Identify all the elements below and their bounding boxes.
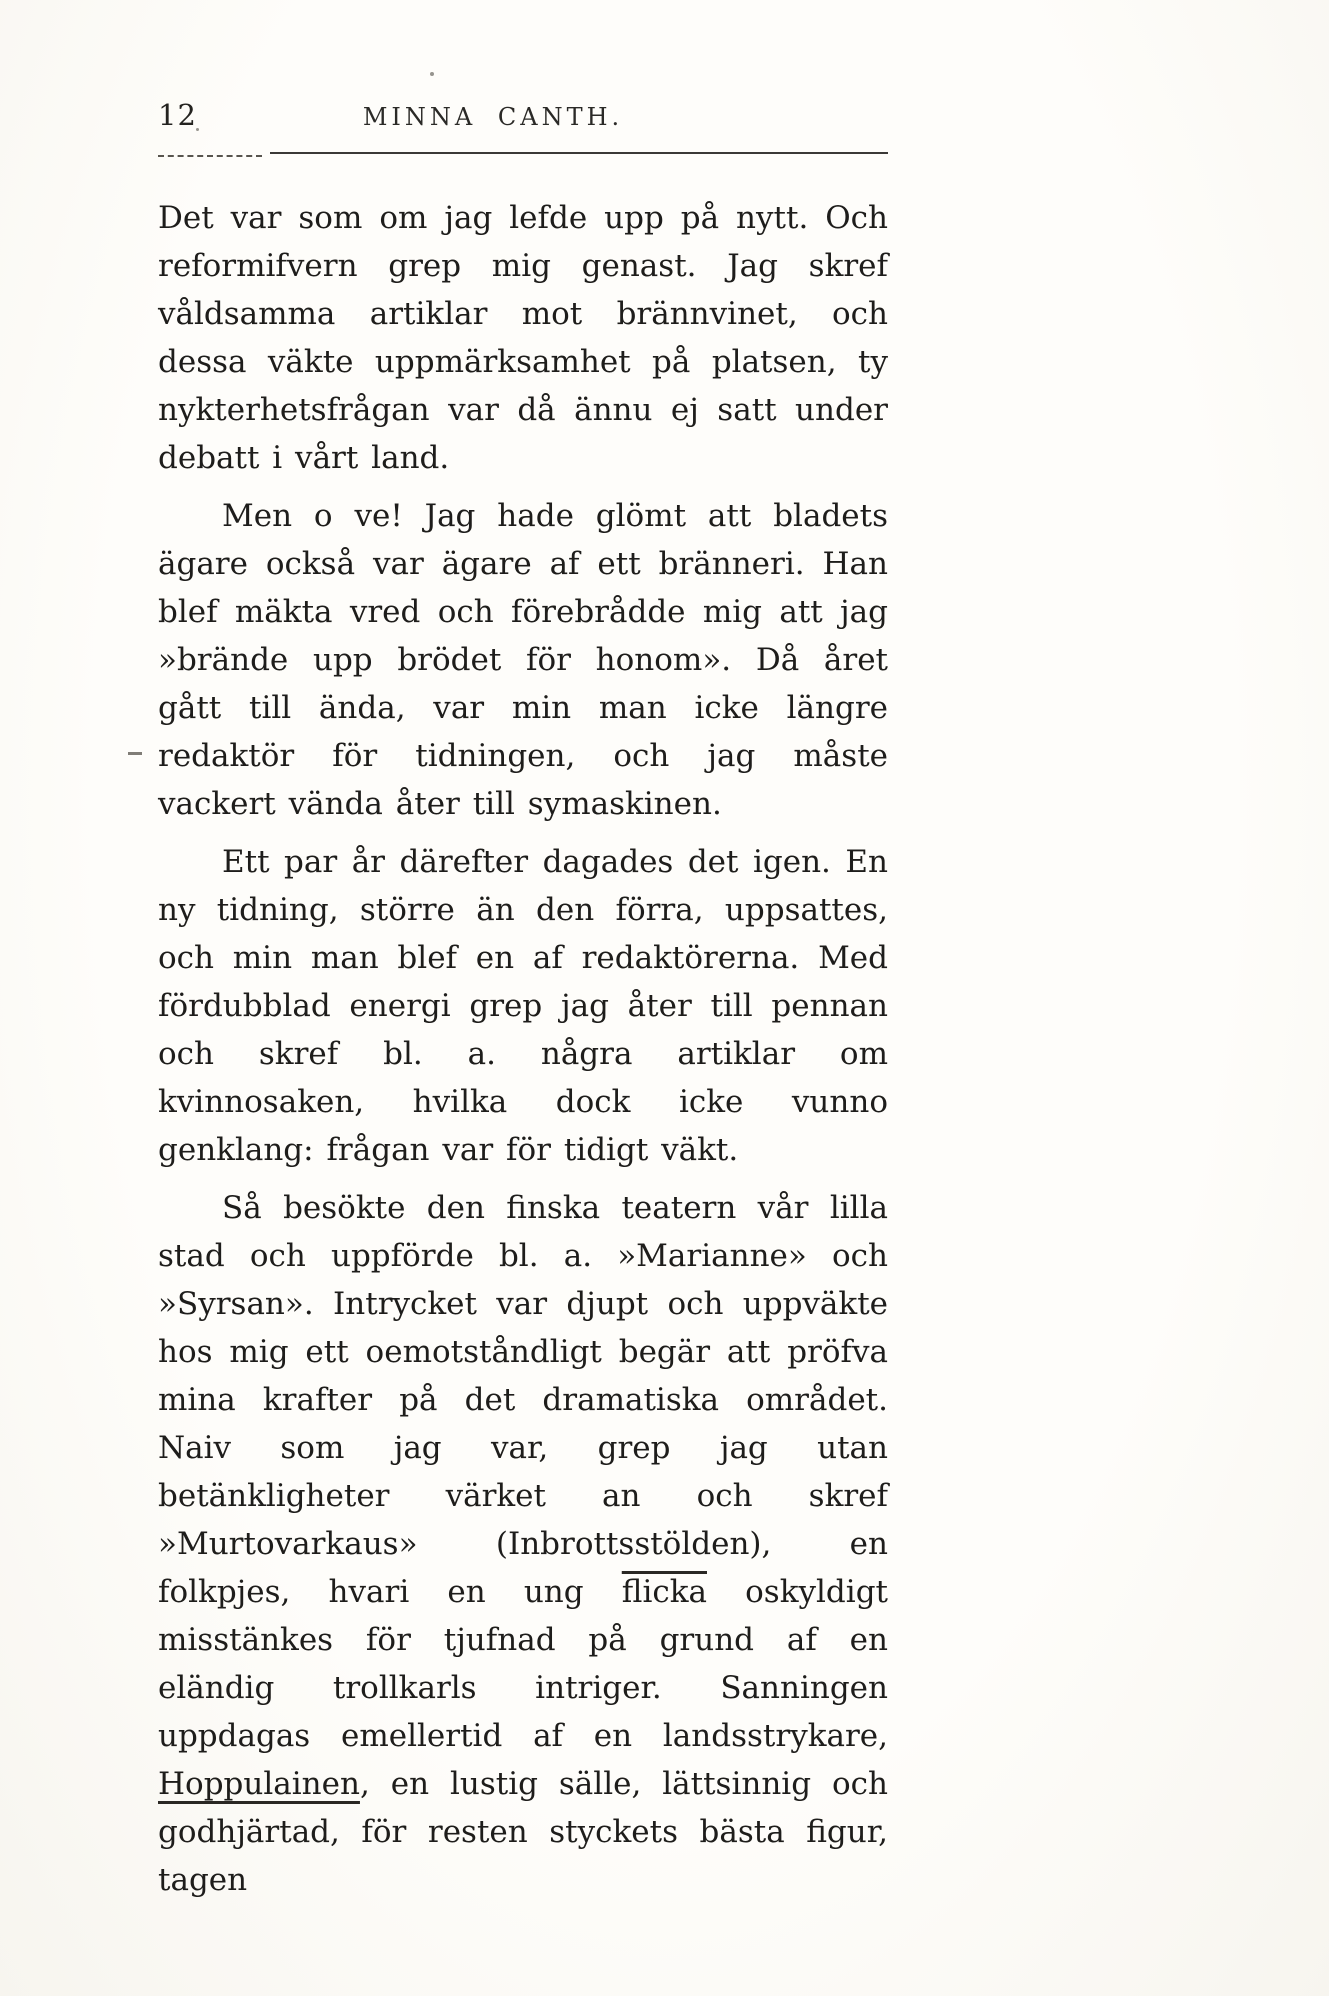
text-run: , en lustig sälle, lättsinnig och godhjärtad, för resten styckets bästa figur, tagen	[158, 1766, 888, 1898]
page-number: 12	[158, 98, 197, 132]
scan-artifact-dash	[128, 752, 142, 755]
text-run: Men o ve! Jag hade glömt att bladets ägare också var ägare af ett bränneri. Han blef mäkta vred och förebrådde mig att jag »brände upp brödet för honom». Då året gått till ända, var min man icke längre redaktör för tidningen, och jag måste vackert vända åter till symaskinen.	[158, 498, 888, 822]
text-run-overlined: flicka	[621, 1574, 707, 1610]
text-run: Så besökte den finska teatern vår lilla stad och uppförde bl. a. »Marianne» och »Syrsan». Intrycket var djupt och uppväkte hos mig ett oemotståndligt begär att pröfva mina krafter på det dramatiska området. Naiv som jag var, grep jag utan betänkligheter värket an och skref »Murtovarkaus» (Inbrottsstölden), en folkpjes, hvari en ung	[158, 1190, 888, 1610]
text-run: Det var som om jag lefde upp på nytt. Och reformifvern grep mig genast. Jag skref våldsamma artiklar mot brännvinet, och dessa väkte uppmärksamhet på platsen, ty nykterhetsfrågan var då ännu ej satt under debatt i vårt land.	[158, 200, 888, 476]
body-text	[158, 194, 888, 1904]
page-header	[158, 98, 888, 138]
text-run: oskyldigt misstänkes för tjufnad på grund af en eländig trollkarls intriger. Sanningen uppdagas emellertid af en landsstrykare,	[158, 1574, 888, 1754]
paragraph	[158, 492, 888, 828]
scan-artifact-dot	[430, 72, 434, 76]
header-rule	[158, 152, 888, 158]
header-rule-solid-segment	[270, 152, 888, 154]
text-run-underlined: Hoppulainen	[158, 1766, 360, 1802]
text-block	[158, 98, 888, 1914]
paragraph	[158, 838, 888, 1174]
paragraph	[158, 1184, 888, 1904]
text-run: Ett par år därefter dagades det igen. En ny tidning, större än den förra, uppsattes, och min man blef en af redaktörerna. Med fördubblad energi grep jag åter till pennan och skref bl. a. några artiklar om kvinnosaken, hvilka dock icke vunno genklang: frågan var för tidigt väkt.	[158, 844, 888, 1168]
running-header: MINNA CANTH.	[362, 103, 624, 131]
paragraph	[158, 194, 888, 482]
header-rule-dashed-segment	[158, 155, 262, 157]
